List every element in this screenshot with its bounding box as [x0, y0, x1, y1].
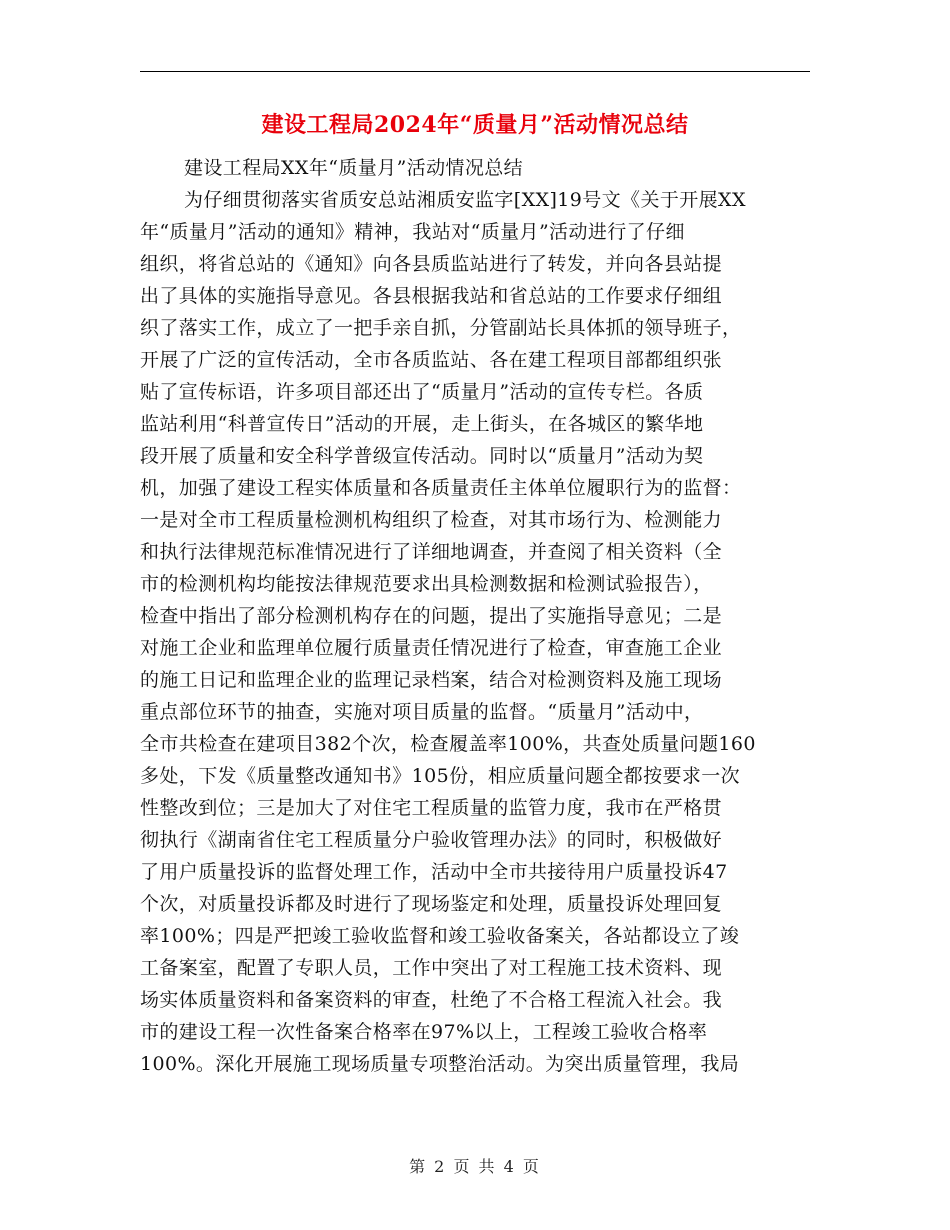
paragraph-line: 贴了宣传标语，许多项目部还出了“质量月”活动的宣传专栏。各质 — [140, 381, 704, 403]
paragraph-line: 段开展了质量和安全科学普级宣传活动。同时以“质量月”活动为契 — [140, 445, 704, 467]
paragraph-line: 出了具体的实施指导意见。各县根据我站和省总站的工作要求仔细组 — [140, 285, 723, 307]
subtitle-line: 建设工程局XX年“质量月”活动情况总结 — [184, 157, 524, 179]
paragraph-line: 开展了广泛的宣传活动，全市各质监站、各在建工程项目部都组织张 — [140, 349, 723, 371]
paragraph-line: 全市共检查在建项目382个次，检查履盖率100%，共查处质量问题160 — [140, 733, 756, 755]
paragraph-line: 场实体质量资料和备案资料的审查，杜绝了不合格工程流入社会。我 — [140, 989, 723, 1011]
paragraph-line: 和执行法律规范标准情况进行了详细地调查，并查阅了相关资料（全 — [140, 541, 723, 563]
paragraph-line: 多处，下发《质量整改通知书》105份，相应质量问题全都按要求一次 — [140, 765, 741, 787]
paragraph-line: 性整改到位；三是加大了对住宅工程质量的监管力度，我市在严格贯 — [140, 797, 723, 819]
paragraph-line: 重点部位环节的抽查，实施对项目质量的监督。“质量月”活动中， — [140, 701, 704, 723]
paragraph-line: 率100%；四是严把竣工验收监督和竣工验收备案关，各站都设立了竣 — [140, 925, 740, 947]
paragraph-line: 了用户质量投诉的监督处理工作，活动中全市共接待用户质量投诉47 — [140, 861, 728, 883]
document-title: 建设工程局2024年“质量月”活动情况总结 — [261, 112, 689, 138]
paragraph-line: 的施工日记和监理企业的监理记录档案，结合对检测资料及施工现场 — [140, 669, 723, 691]
paragraph-line: 检查中指出了部分检测机构存在的问题，提出了实施指导意见；二是 — [140, 605, 723, 627]
paragraph-line: 工备案室，配置了专职人员，工作中突出了对工程施工技术资料、现 — [140, 957, 723, 979]
document-body — [140, 152, 810, 1080]
paragraph-line: 年“质量月”活动的通知》精神，我站对“质量月”活动进行了仔细 — [140, 221, 685, 243]
paragraph-line: 机，加强了建设工程实体质量和各质量责任主体单位履职行为的监督： — [140, 477, 742, 499]
paragraph-line: 市的检测机构均能按法律规范要求出具检测数据和检测试验报告）， — [140, 573, 713, 595]
header-rule — [140, 71, 810, 72]
paragraph-line: 组织，将省总站的《通知》向各县质监站进行了转发，并向各县站提 — [140, 253, 723, 275]
paragraph-line: 为仔细贯彻落实省质安总站湘质安监字[XX]19号文《关于开展XX — [184, 189, 746, 211]
paragraph-line: 市的建设工程一次性备案合格率在97%以上，工程竣工验收合格率 — [140, 1021, 708, 1043]
paragraph-line: 个次，对质量投诉都及时进行了现场鉴定和处理，质量投诉处理回复 — [140, 893, 723, 915]
page-number-footer: 第 2 页 共 4 页 — [409, 1157, 541, 1176]
paragraph-line: 彻执行《湖南省住宅工程质量分户验收管理办法》的同时，积极做好 — [140, 829, 723, 851]
paragraph-line: 监站利用“科普宣传日”活动的开展，走上街头，在各城区的繁华地 — [140, 413, 704, 435]
paragraph-line: 对施工企业和监理单位履行质量责任情况进行了检查，审查施工企业 — [140, 637, 723, 659]
paragraph-line: 100%。深化开展施工现场质量专项整治活动。为突出质量管理，我局 — [140, 1053, 740, 1075]
paragraph-line: 一是对全市工程质量检测机构组织了检查，对其市场行为、检测能力 — [140, 509, 723, 531]
paragraph-line: 织了落实工作，成立了一把手亲自抓，分管副站长具体抓的领导班子， — [140, 317, 742, 339]
